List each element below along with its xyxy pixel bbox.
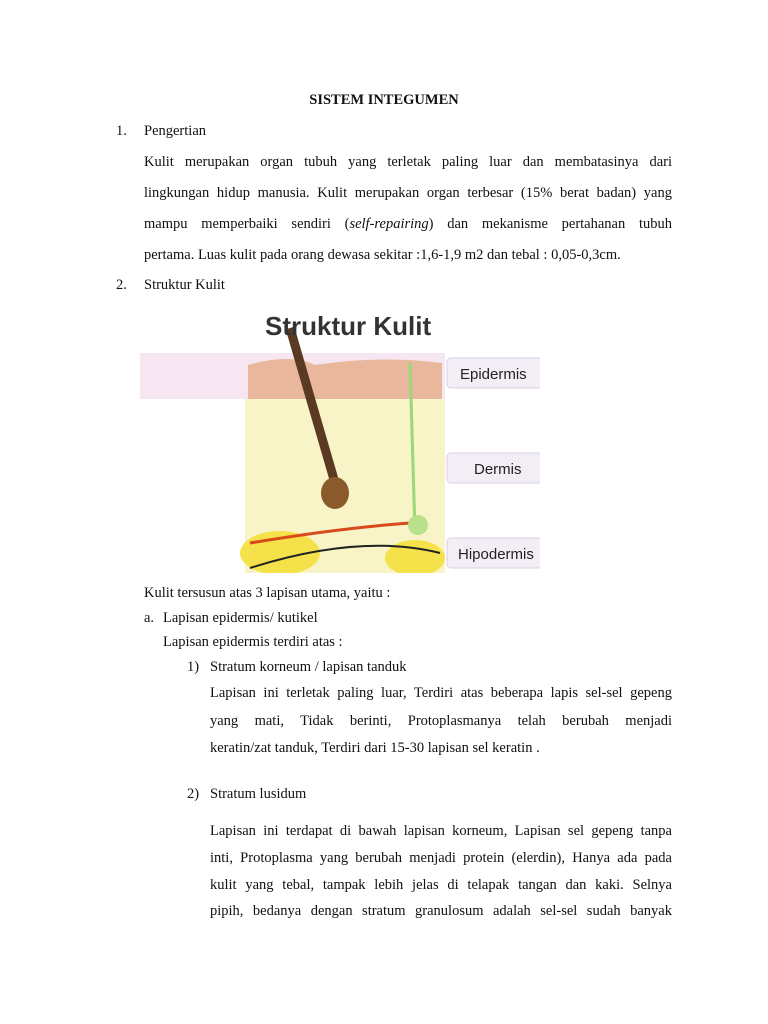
item-subtext: Lapisan epidermis terdiri atas :: [163, 634, 343, 650]
section-heading: Pengertian: [144, 123, 207, 139]
label-dermis: Dermis: [474, 461, 522, 478]
intro-text: Kulit tersusun atas 3 lapisan utama, yaitu :: [144, 585, 391, 601]
paragraph-line: inti, Protoplasma yang berubah menjadi protein (elerdin), Hanya ada pada: [210, 850, 672, 866]
section-number: 1.: [116, 123, 127, 139]
subitem-heading: Stratum lusidum: [210, 786, 307, 802]
paragraph-line: lingkungan hidup manusia. Kulit merupakan organ terbesar (15% berat badan) yang: [144, 185, 672, 201]
section-heading: Struktur Kulit: [144, 277, 225, 293]
text: mampu memperbaiki sendiri (: [144, 216, 350, 232]
paragraph-line: yang mati, Tidak berinti, Protoplasmanya telah berubah menjadi: [210, 713, 672, 729]
paragraph-line: pipih, bedanya dengan stratum granulosum adalah sel-sel sudah banyak: [210, 903, 672, 919]
paragraph-line: Kulit merupakan organ tubuh yang terletak paling luar dan membatasinya dari: [144, 154, 672, 170]
subitem-heading: Stratum korneum / lapisan tanduk: [210, 659, 407, 675]
italic-term: self-repairing: [349, 216, 429, 232]
skin-structure-diagram: [140, 303, 540, 573]
label-epidermis: Epidermis: [460, 366, 527, 383]
page-title: SISTEM INTEGUMEN: [309, 92, 459, 108]
subitem-number: 1): [187, 659, 200, 675]
item-heading: Lapisan epidermis/ kutikel: [163, 610, 318, 626]
paragraph-line: pertama. Luas kulit pada orang dewasa sekitar :1,6-1,9 m2 dan tebal : 0,05-0,3cm.: [144, 247, 621, 263]
paragraph-line: keratin/zat tanduk, Terdiri dari 15-30 lapisan sel keratin .: [210, 740, 540, 756]
text: ) dan mekanisme pertahanan tubuh: [428, 216, 672, 232]
paragraph-line: kulit yang tebal, tampak lebih jelas di telapak tangan dan kaki. Selnya: [210, 877, 672, 893]
diagram-title: Struktur Kulit: [265, 311, 432, 341]
paragraph-line: Lapisan ini terdapat di bawah lapisan korneum, Lapisan sel gepeng tanpa: [210, 823, 672, 839]
item-letter: a.: [144, 610, 155, 626]
paragraph-line: Lapisan ini terletak paling luar, Terdiri atas beberapa lapis sel-sel gepeng: [210, 685, 672, 701]
paragraph-line: [144, 215, 672, 233]
subitem-number: 2): [187, 786, 200, 802]
section-number: 2.: [116, 277, 127, 293]
label-hipodermis: Hipodermis: [458, 546, 534, 563]
